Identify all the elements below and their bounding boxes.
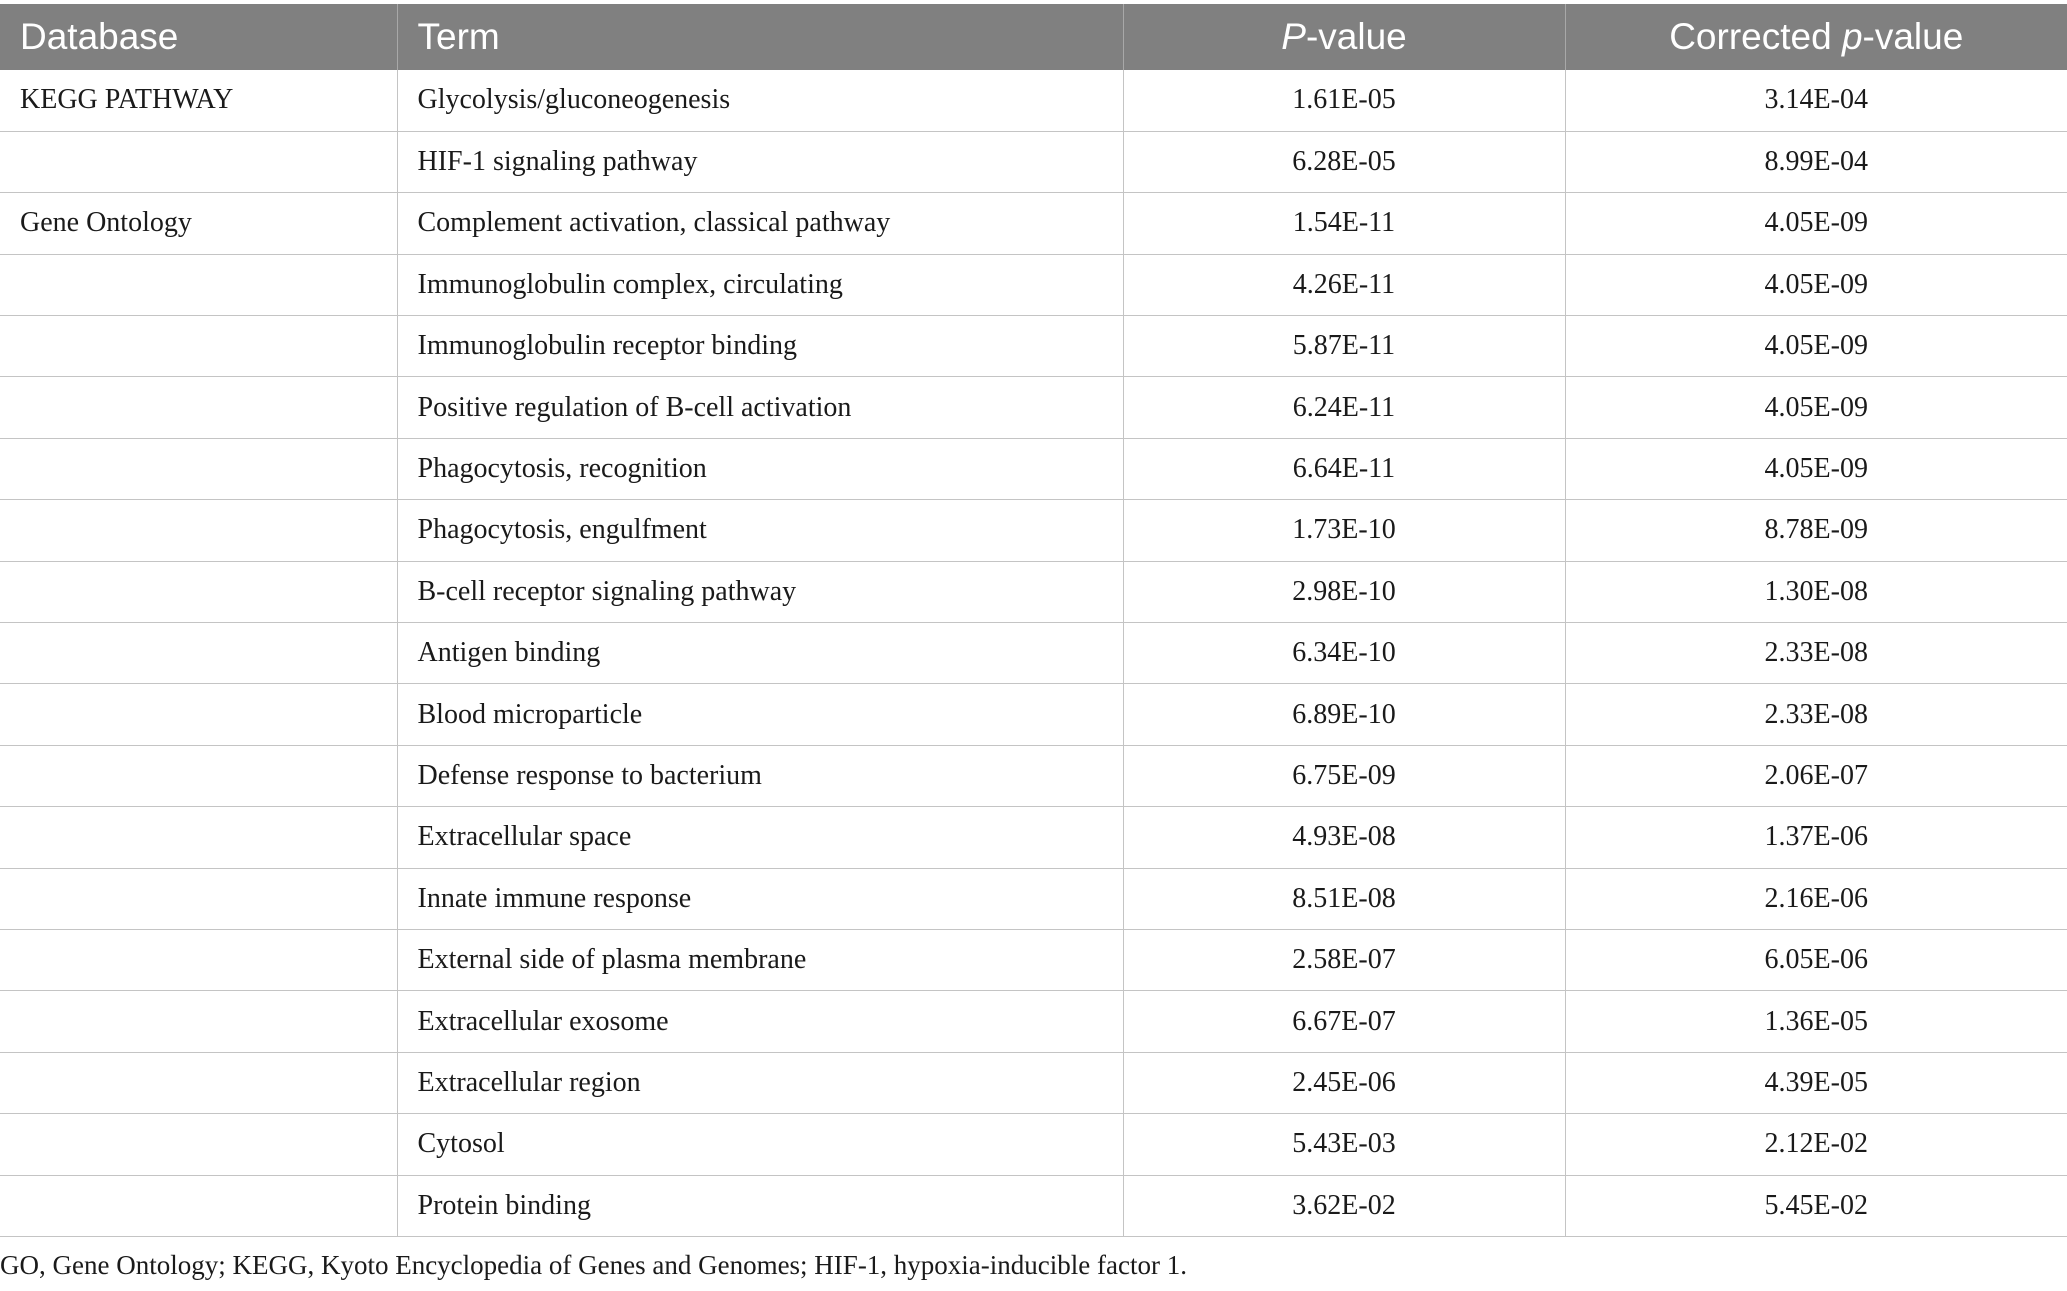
cell-p-value: 6.75E-09: [1123, 745, 1565, 806]
cell-corrected-p-value: 1.30E-08: [1565, 561, 2067, 622]
cell-corrected-p-value: 4.05E-09: [1565, 193, 2067, 254]
header-corrected-rest: -value: [1862, 16, 1964, 57]
cell-p-value: 6.34E-10: [1123, 623, 1565, 684]
cell-term: Innate immune response: [397, 868, 1123, 929]
cell-p-value: 1.73E-10: [1123, 500, 1565, 561]
cell-p-value: 8.51E-08: [1123, 868, 1565, 929]
cell-corrected-p-value: 4.05E-09: [1565, 438, 2067, 499]
enrichment-table: [0, 4, 2067, 1237]
cell-term: Immunoglobulin complex, circulating: [397, 254, 1123, 315]
table-row: [0, 1052, 2067, 1113]
cell-database: [0, 684, 397, 745]
cell-corrected-p-value: 5.45E-02: [1565, 1175, 2067, 1236]
cell-database: [0, 254, 397, 315]
header-p-value-rest: -value: [1305, 16, 1407, 57]
cell-p-value: 1.61E-05: [1123, 70, 1565, 131]
table-row: [0, 131, 2067, 192]
cell-term: Glycolysis/gluconeogenesis: [397, 70, 1123, 131]
cell-p-value: 6.24E-11: [1123, 377, 1565, 438]
cell-database: [0, 991, 397, 1052]
cell-term: Phagocytosis, engulfment: [397, 500, 1123, 561]
cell-database: [0, 623, 397, 684]
enrichment-table-container: [0, 4, 2067, 1237]
cell-corrected-p-value: 4.05E-09: [1565, 254, 2067, 315]
cell-corrected-p-value: 8.78E-09: [1565, 500, 2067, 561]
table-footnote: GO, Gene Ontology; KEGG, Kyoto Encyclopedia of Genes and Genomes; HIF-1, hypoxia-inducible factor 1.: [0, 1250, 1187, 1280]
table-row: [0, 254, 2067, 315]
cell-term: Defense response to bacterium: [397, 745, 1123, 806]
cell-term: Extracellular exosome: [397, 991, 1123, 1052]
cell-p-value: 2.58E-07: [1123, 929, 1565, 990]
cell-p-value: 6.67E-07: [1123, 991, 1565, 1052]
cell-p-value: 4.26E-11: [1123, 254, 1565, 315]
cell-database: [0, 131, 397, 192]
cell-database: [0, 1052, 397, 1113]
table-row: [0, 500, 2067, 561]
cell-corrected-p-value: 4.05E-09: [1565, 316, 2067, 377]
header-p-value: [1123, 4, 1565, 70]
cell-corrected-p-value: 1.36E-05: [1565, 991, 2067, 1052]
table-row: [0, 684, 2067, 745]
table-row: [0, 623, 2067, 684]
cell-database: [0, 561, 397, 622]
header-p-value-italic: P: [1281, 16, 1306, 57]
cell-term: B-cell receptor signaling pathway: [397, 561, 1123, 622]
cell-p-value: 6.28E-05: [1123, 131, 1565, 192]
cell-corrected-p-value: 2.33E-08: [1565, 623, 2067, 684]
table-body: [0, 70, 2067, 1236]
cell-term: Cytosol: [397, 1114, 1123, 1175]
cell-term: Positive regulation of B-cell activation: [397, 377, 1123, 438]
header-database: Database: [0, 4, 397, 70]
table-row: [0, 868, 2067, 929]
cell-corrected-p-value: 2.12E-02: [1565, 1114, 2067, 1175]
cell-term: Protein binding: [397, 1175, 1123, 1236]
cell-p-value: 3.62E-02: [1123, 1175, 1565, 1236]
cell-term: External side of plasma membrane: [397, 929, 1123, 990]
cell-corrected-p-value: 2.06E-07: [1565, 745, 2067, 806]
table-row: [0, 807, 2067, 868]
cell-corrected-p-value: 2.16E-06: [1565, 868, 2067, 929]
cell-corrected-p-value: 4.39E-05: [1565, 1052, 2067, 1113]
cell-term: Phagocytosis, recognition: [397, 438, 1123, 499]
table-row: [0, 929, 2067, 990]
cell-p-value: 1.54E-11: [1123, 193, 1565, 254]
cell-database: [0, 316, 397, 377]
cell-database: [0, 500, 397, 561]
table-row: [0, 1114, 2067, 1175]
cell-p-value: 4.93E-08: [1123, 807, 1565, 868]
cell-p-value: 2.45E-06: [1123, 1052, 1565, 1113]
table-row: [0, 193, 2067, 254]
cell-corrected-p-value: 6.05E-06: [1565, 929, 2067, 990]
cell-p-value: 6.64E-11: [1123, 438, 1565, 499]
header-corrected-italic: p: [1841, 16, 1863, 57]
cell-database: [0, 438, 397, 499]
header-corrected-prefix: Corrected: [1669, 16, 1842, 57]
cell-database: [0, 868, 397, 929]
cell-database: [0, 1175, 397, 1236]
cell-p-value: 5.87E-11: [1123, 316, 1565, 377]
cell-term: HIF-1 signaling pathway: [397, 131, 1123, 192]
table-row: [0, 316, 2067, 377]
cell-database: [0, 929, 397, 990]
table-header-row: [0, 4, 2067, 70]
table-row: [0, 561, 2067, 622]
header-corrected-p-value: [1565, 4, 2067, 70]
cell-p-value: 6.89E-10: [1123, 684, 1565, 745]
cell-database: [0, 377, 397, 438]
cell-term: Blood microparticle: [397, 684, 1123, 745]
table-row: [0, 745, 2067, 806]
cell-database: KEGG PATHWAY: [0, 70, 397, 131]
table-row: [0, 991, 2067, 1052]
cell-database: [0, 745, 397, 806]
cell-term: Extracellular region: [397, 1052, 1123, 1113]
table-row: [0, 377, 2067, 438]
cell-term: Immunoglobulin receptor binding: [397, 316, 1123, 377]
cell-term: Extracellular space: [397, 807, 1123, 868]
cell-database: Gene Ontology: [0, 193, 397, 254]
cell-p-value: 2.98E-10: [1123, 561, 1565, 622]
cell-database: [0, 1114, 397, 1175]
cell-corrected-p-value: 8.99E-04: [1565, 131, 2067, 192]
table-row: [0, 70, 2067, 131]
cell-corrected-p-value: 3.14E-04: [1565, 70, 2067, 131]
cell-corrected-p-value: 4.05E-09: [1565, 377, 2067, 438]
header-term: Term: [397, 4, 1123, 70]
cell-term: Complement activation, classical pathway: [397, 193, 1123, 254]
cell-term: Antigen binding: [397, 623, 1123, 684]
table-row: [0, 438, 2067, 499]
cell-database: [0, 807, 397, 868]
cell-p-value: 5.43E-03: [1123, 1114, 1565, 1175]
cell-corrected-p-value: 1.37E-06: [1565, 807, 2067, 868]
cell-corrected-p-value: 2.33E-08: [1565, 684, 2067, 745]
table-row: [0, 1175, 2067, 1236]
